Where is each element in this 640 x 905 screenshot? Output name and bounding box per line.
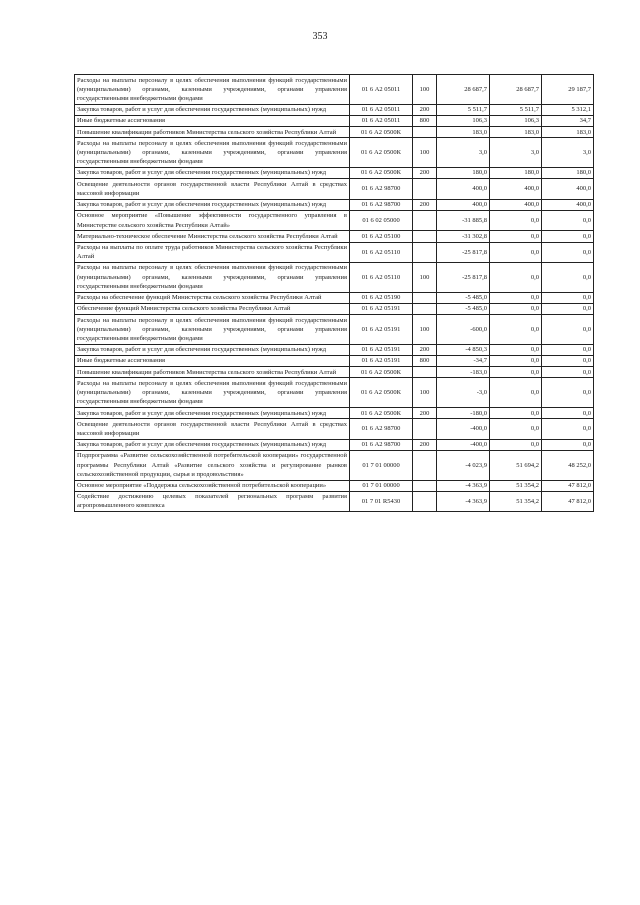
row-expense-type: 200 bbox=[413, 439, 437, 450]
row-code: 01 6 А2 0500К bbox=[350, 367, 413, 378]
row-expense-type: 800 bbox=[413, 355, 437, 366]
row-value-2: 51 354,2 bbox=[490, 491, 542, 511]
row-value-3: 0,0 bbox=[542, 367, 594, 378]
row-value-1: -3,0 bbox=[437, 378, 490, 408]
table-row bbox=[75, 138, 594, 168]
row-expense-type: 100 bbox=[413, 378, 437, 408]
row-code: 01 6 02 05000 bbox=[350, 210, 413, 230]
row-value-2: 0,0 bbox=[490, 292, 542, 303]
row-value-1: 3,0 bbox=[437, 138, 490, 168]
row-value-2: 0,0 bbox=[490, 439, 542, 450]
row-expense-type bbox=[413, 491, 437, 511]
row-value-1: -4 363,9 bbox=[437, 491, 490, 511]
row-value-3: 0,0 bbox=[542, 231, 594, 242]
row-code: 01 7 01 00000 bbox=[350, 480, 413, 491]
row-name: Закупка товаров, работ и услуг для обеспечения государственных (муниципальных) нужд bbox=[75, 199, 350, 210]
row-name: Закупка товаров, работ и услуг для обеспечения государственных (муниципальных) нужд bbox=[75, 104, 350, 115]
row-code: 01 6 А2 98700 bbox=[350, 179, 413, 199]
row-code: 01 6 А2 05011 bbox=[350, 75, 413, 105]
row-value-2: 0,0 bbox=[490, 355, 542, 366]
row-value-1: -183,0 bbox=[437, 367, 490, 378]
row-expense-type bbox=[413, 303, 437, 314]
row-value-1: -4 023,9 bbox=[437, 450, 490, 480]
row-name: Материально-техническое обеспечение Министерства сельского хозяйства Республики Алтай bbox=[75, 231, 350, 242]
row-code: 01 7 01 R5430 bbox=[350, 491, 413, 511]
row-name: Расходы на выплаты персоналу в целях обеспечения выполнения функций государственными (муниципальными) органами, казенными учреждениями, органами управления государственными внебюджетными фондами bbox=[75, 315, 350, 345]
row-value-1: -5 485,0 bbox=[437, 292, 490, 303]
row-code: 01 7 01 00000 bbox=[350, 450, 413, 480]
row-value-1: -5 485,0 bbox=[437, 303, 490, 314]
row-expense-type bbox=[413, 231, 437, 242]
row-name: Содействие достижению целевых показателей региональных программ развития агропромышленного комплекса bbox=[75, 491, 350, 511]
row-value-2: 5 511,7 bbox=[490, 104, 542, 115]
row-code: 01 6 А2 05191 bbox=[350, 315, 413, 345]
row-value-3: 47 812,0 bbox=[542, 491, 594, 511]
row-value-3: 0,0 bbox=[542, 303, 594, 314]
row-value-1: -31 302,8 bbox=[437, 231, 490, 242]
row-code: 01 6 А2 0500К bbox=[350, 408, 413, 419]
row-value-3: 0,0 bbox=[542, 378, 594, 408]
row-name: Подпрограмма «Развитие сельскохозяйственной потребительской кооперации» государственной программы Республики Алтай «Развитие сельского хозяйства и регулирование рынков сельскохозяйственной продукции, сырья и продовольствия» bbox=[75, 450, 350, 480]
row-expense-type bbox=[413, 127, 437, 138]
row-expense-type bbox=[413, 419, 437, 439]
row-value-1: -400,0 bbox=[437, 419, 490, 439]
table-row bbox=[75, 104, 594, 115]
row-name: Закупка товаров, работ и услуг для обеспечения государственных (муниципальных) нужд bbox=[75, 408, 350, 419]
table-row bbox=[75, 199, 594, 210]
row-value-2: 0,0 bbox=[490, 419, 542, 439]
row-value-3: 5 312,1 bbox=[542, 104, 594, 115]
row-expense-type: 200 bbox=[413, 344, 437, 355]
row-value-2: 28 687,7 bbox=[490, 75, 542, 105]
row-name: Расходы на выплаты по оплате труда работников Министерства сельского хозяйства Республики Алтай bbox=[75, 242, 350, 262]
row-expense-type: 200 bbox=[413, 199, 437, 210]
row-name: Расходы на выплаты персоналу в целях обеспечения выполнения функций государственными (муниципальными) органами, казенными учреждениями, органами управления государственными внебюджетными фондами bbox=[75, 378, 350, 408]
row-value-2: 0,0 bbox=[490, 303, 542, 314]
row-value-1: 180,0 bbox=[437, 167, 490, 178]
row-value-3: 400,0 bbox=[542, 179, 594, 199]
row-name: Основное мероприятие «Повышение эффективности государственного управления в Министерстве сельского хозяйства Республики Алтай» bbox=[75, 210, 350, 230]
row-name: Повышение квалификации работников Министерства сельского хозяйства Республики Алтай bbox=[75, 367, 350, 378]
row-value-3: 29 187,7 bbox=[542, 75, 594, 105]
row-value-2: 0,0 bbox=[490, 315, 542, 345]
table-row bbox=[75, 315, 594, 345]
row-value-2: 183,0 bbox=[490, 127, 542, 138]
row-name: Закупка товаров, работ и услуг для обеспечения государственных (муниципальных) нужд bbox=[75, 167, 350, 178]
row-value-2: 51 354,2 bbox=[490, 480, 542, 491]
row-expense-type: 100 bbox=[413, 315, 437, 345]
table-row bbox=[75, 115, 594, 126]
row-value-3: 48 252,0 bbox=[542, 450, 594, 480]
row-value-3: 0,0 bbox=[542, 439, 594, 450]
row-value-2: 0,0 bbox=[490, 231, 542, 242]
row-name: Закупка товаров, работ и услуг для обеспечения государственных (муниципальных) нужд bbox=[75, 439, 350, 450]
row-expense-type: 200 bbox=[413, 104, 437, 115]
row-value-2: 400,0 bbox=[490, 179, 542, 199]
row-value-1: 400,0 bbox=[437, 199, 490, 210]
row-code: 01 6 А2 05191 bbox=[350, 344, 413, 355]
row-code: 01 6 А2 05011 bbox=[350, 104, 413, 115]
row-value-3: 400,0 bbox=[542, 199, 594, 210]
row-name: Расходы на выплаты персоналу в целях обеспечения выполнения функций государственными (муниципальными) органами, казенными учреждениями, органами управления государственными внебюджетными фондами bbox=[75, 75, 350, 105]
row-name: Обеспечение функций Министерства сельского хозяйства Республики Алтай bbox=[75, 303, 350, 314]
row-value-2: 3,0 bbox=[490, 138, 542, 168]
row-value-3: 47 812,0 bbox=[542, 480, 594, 491]
row-expense-type bbox=[413, 450, 437, 480]
row-name: Повышение квалификации работников Министерства сельского хозяйства Республики Алтай bbox=[75, 127, 350, 138]
row-value-2: 0,0 bbox=[490, 344, 542, 355]
table-row bbox=[75, 127, 594, 138]
row-name: Иные бюджетные ассигнования bbox=[75, 115, 350, 126]
row-value-2: 0,0 bbox=[490, 262, 542, 292]
row-value-1: -400,0 bbox=[437, 439, 490, 450]
table-row bbox=[75, 75, 594, 105]
row-value-2: 0,0 bbox=[490, 210, 542, 230]
row-value-3: 0,0 bbox=[542, 315, 594, 345]
row-expense-type: 100 bbox=[413, 262, 437, 292]
row-value-3: 0,0 bbox=[542, 419, 594, 439]
row-code: 01 6 А2 05110 bbox=[350, 262, 413, 292]
row-value-2: 106,3 bbox=[490, 115, 542, 126]
row-code: 01 6 А2 0500К bbox=[350, 127, 413, 138]
table-row bbox=[75, 303, 594, 314]
row-value-3: 183,0 bbox=[542, 127, 594, 138]
row-value-1: -600,0 bbox=[437, 315, 490, 345]
row-value-2: 0,0 bbox=[490, 378, 542, 408]
row-code: 01 6 А2 05191 bbox=[350, 303, 413, 314]
row-value-2: 51 694,2 bbox=[490, 450, 542, 480]
row-name: Освещение деятельности органов государственной власти Республики Алтай в средствах массовой информации bbox=[75, 419, 350, 439]
row-code: 01 6 А2 05110 bbox=[350, 242, 413, 262]
row-expense-type bbox=[413, 292, 437, 303]
row-code: 01 6 А2 0500К bbox=[350, 138, 413, 168]
table-row bbox=[75, 439, 594, 450]
row-value-3: 0,0 bbox=[542, 408, 594, 419]
row-value-1: 5 511,7 bbox=[437, 104, 490, 115]
row-value-1: -25 817,8 bbox=[437, 262, 490, 292]
row-value-2: 0,0 bbox=[490, 367, 542, 378]
row-code: 01 6 А2 05100 bbox=[350, 231, 413, 242]
row-value-1: 183,0 bbox=[437, 127, 490, 138]
row-expense-type bbox=[413, 367, 437, 378]
row-code: 01 6 А2 05190 bbox=[350, 292, 413, 303]
table-row bbox=[75, 242, 594, 262]
table-row bbox=[75, 450, 594, 480]
row-value-1: 28 687,7 bbox=[437, 75, 490, 105]
row-expense-type: 100 bbox=[413, 138, 437, 168]
row-expense-type bbox=[413, 179, 437, 199]
row-value-1: -25 817,8 bbox=[437, 242, 490, 262]
row-value-3: 34,7 bbox=[542, 115, 594, 126]
row-value-1: -31 885,8 bbox=[437, 210, 490, 230]
row-value-1: -4 850,3 bbox=[437, 344, 490, 355]
row-value-3: 0,0 bbox=[542, 292, 594, 303]
row-expense-type bbox=[413, 480, 437, 491]
row-value-2: 0,0 bbox=[490, 242, 542, 262]
table-row bbox=[75, 408, 594, 419]
row-expense-type: 200 bbox=[413, 408, 437, 419]
row-value-1: -4 363,9 bbox=[437, 480, 490, 491]
row-value-1: 400,0 bbox=[437, 179, 490, 199]
table-row bbox=[75, 179, 594, 199]
row-value-1: -34,7 bbox=[437, 355, 490, 366]
row-value-2: 0,0 bbox=[490, 408, 542, 419]
table-row bbox=[75, 378, 594, 408]
table-row bbox=[75, 367, 594, 378]
table-row bbox=[75, 491, 594, 511]
row-value-3: 0,0 bbox=[542, 344, 594, 355]
row-code: 01 6 А2 05011 bbox=[350, 115, 413, 126]
table-row bbox=[75, 167, 594, 178]
row-name: Основное мероприятие «Поддержка сельскохозяйственной потребительской кооперации» bbox=[75, 480, 350, 491]
row-expense-type: 100 bbox=[413, 75, 437, 105]
row-name: Расходы на выплаты персоналу в целях обеспечения выполнения функций государственными (муниципальными) органами, казенными учреждениями, органами управления государственными внебюджетными фондами bbox=[75, 262, 350, 292]
row-value-3: 0,0 bbox=[542, 242, 594, 262]
row-code: 01 6 А2 05191 bbox=[350, 355, 413, 366]
row-value-2: 400,0 bbox=[490, 199, 542, 210]
budget-table bbox=[74, 74, 594, 512]
row-value-1: 106,3 bbox=[437, 115, 490, 126]
table-row bbox=[75, 344, 594, 355]
row-name: Расходы на выплаты персоналу в целях обеспечения выполнения функций государственными (муниципальными) органами, казенными учреждениями, органами управления государственными внебюджетными фондами bbox=[75, 138, 350, 168]
table-row bbox=[75, 292, 594, 303]
row-name: Иные бюджетные ассигнования bbox=[75, 355, 350, 366]
row-name: Освещение деятельности органов государственной власти Республики Алтай в средствах массовой информации bbox=[75, 179, 350, 199]
row-expense-type bbox=[413, 210, 437, 230]
table-row bbox=[75, 231, 594, 242]
row-code: 01 6 А2 0500К bbox=[350, 378, 413, 408]
row-value-3: 0,0 bbox=[542, 210, 594, 230]
row-expense-type bbox=[413, 242, 437, 262]
table-row bbox=[75, 355, 594, 366]
row-value-3: 3,0 bbox=[542, 138, 594, 168]
row-value-1: -180,0 bbox=[437, 408, 490, 419]
row-expense-type: 200 bbox=[413, 167, 437, 178]
row-value-3: 0,0 bbox=[542, 355, 594, 366]
row-code: 01 6 А2 98700 bbox=[350, 439, 413, 450]
table-row bbox=[75, 210, 594, 230]
row-expense-type: 800 bbox=[413, 115, 437, 126]
row-name: Расходы на обеспечение функций Министерства сельского хозяйства Республики Алтай bbox=[75, 292, 350, 303]
table-row bbox=[75, 262, 594, 292]
row-code: 01 6 А2 98700 bbox=[350, 199, 413, 210]
row-code: 01 6 А2 0500К bbox=[350, 167, 413, 178]
row-code: 01 6 А2 98700 bbox=[350, 419, 413, 439]
table-row bbox=[75, 480, 594, 491]
page-number: 353 bbox=[312, 31, 328, 42]
row-value-3: 180,0 bbox=[542, 167, 594, 178]
row-value-3: 0,0 bbox=[542, 262, 594, 292]
row-name: Закупка товаров, работ и услуг для обеспечения государственных (муниципальных) нужд bbox=[75, 344, 350, 355]
row-value-2: 180,0 bbox=[490, 167, 542, 178]
table-row bbox=[75, 419, 594, 439]
